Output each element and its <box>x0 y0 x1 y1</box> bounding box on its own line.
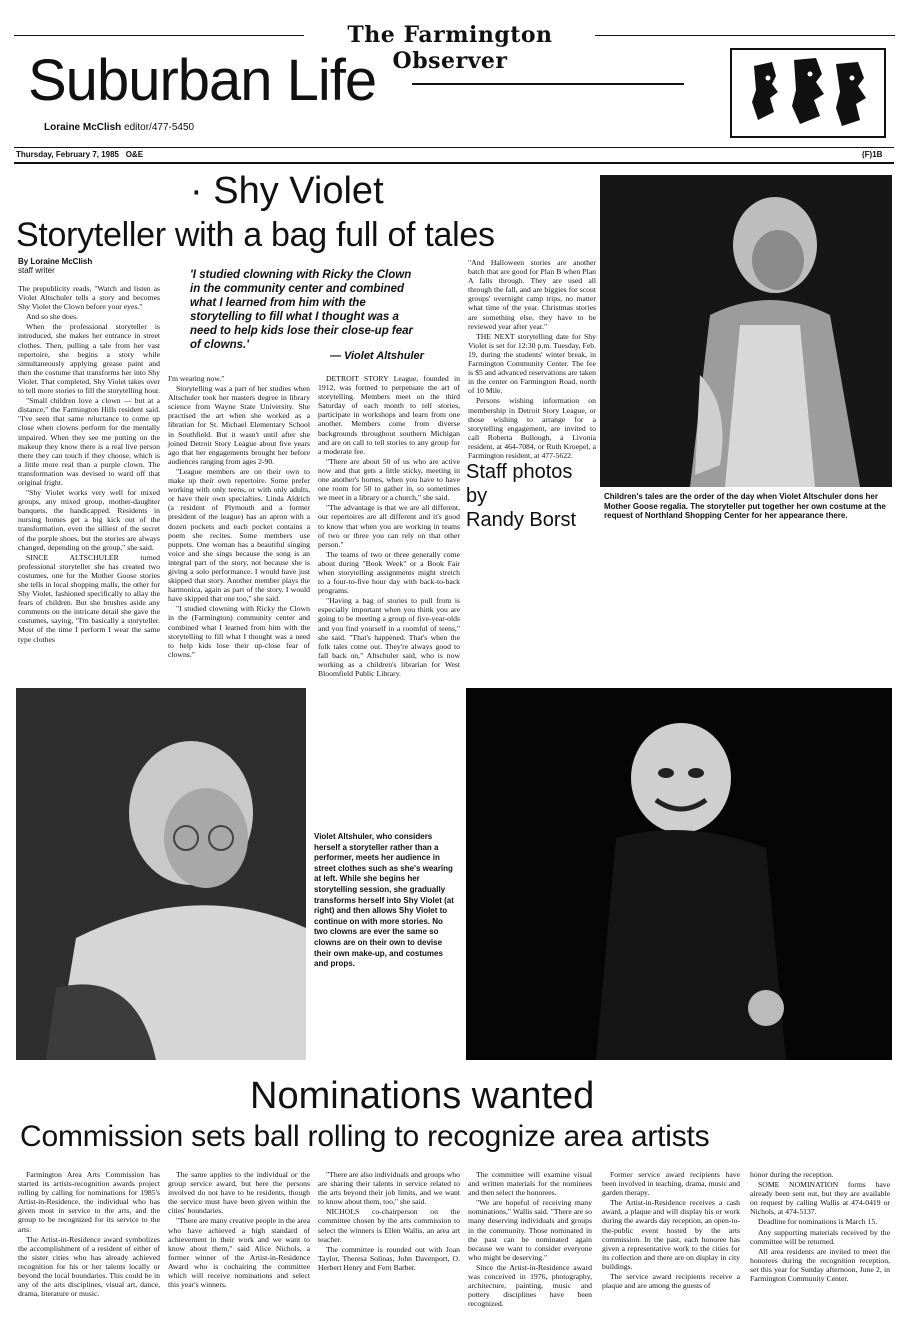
story-headline-text: Shy Violet <box>213 170 384 212</box>
nominations-column-3 <box>318 1170 460 1273</box>
caption-mother-goose: Children's tales are the order of the day when Violet Altschuler dons her Mother Goose regalia. The storyteller put together her own costume at the request of Northland Shopping Center for her appearance there. <box>604 492 886 521</box>
paragraph: The committee will examine visual and written materials for the nominees and then select the honorees. <box>468 1170 592 1198</box>
nominations-column-5 <box>602 1170 740 1291</box>
paragraph: All area residents are invited to meet the honorees during the recognition reception, set this year for Sunday afternoon, June 2, in Farmington Community Center. <box>750 1246 890 1284</box>
nominations-column-1 <box>18 1170 160 1299</box>
nominations-column-6 <box>750 1170 890 1284</box>
paragraph: Persons wishing information on membership in Detroit Story League, or those wishing to arrange for a storytelling engagement, are invited to call Roberta Bullough, a Livonia resident, at 464-7084, or Ruth Kroepel, a Farmington resident, at 477-5622. <box>468 396 596 460</box>
story-column-2 <box>168 374 310 660</box>
photo-shy-violet-clown <box>466 688 892 1060</box>
photo-violet-street-clothes <box>16 688 306 1060</box>
paragraph: SOME NOMINATION forms have already been sent out, but they are available on request by calling Wallis at 474-0419 or Nichols, at 474-5137. <box>750 1180 890 1217</box>
masthead-rule-left <box>14 35 304 36</box>
issue-date: Thursday, February 7, 1985 <box>16 150 120 159</box>
paragraph: honor during the reception. <box>750 1170 834 1179</box>
paragraph: The service award recipients receive a plaque and are among the guests of <box>602 1272 740 1291</box>
nominations-column-4 <box>468 1170 592 1309</box>
staff-credit-line1: Staff photos <box>466 461 573 483</box>
editor-info: editor/477-5450 <box>124 122 195 133</box>
pull-quote: 'I studied clowning with Ricky the Clown in the community center and combined what I learned from him with the storytelling to fill what I thought was a need to help kids lose their close-up fear of clowns.' <box>190 269 414 351</box>
nominations-subhead: Commission sets ball rolling to recognize area artists <box>20 1120 710 1153</box>
paragraph: Storytelling was a part of her studies when Altschuler took her masters degree in library science from Wayne State University. She practised the art when she worked as a librarian for St. Michael Elementary School in Southfield. But it wasn't until after she joined Detroit Story League about five years ago that her engagements brought her before audiences ranging from ages 2-90. <box>168 384 310 466</box>
paragraph: "Shy Violet works very well for mixed groups, any mixed group, mother-daughter banquets, the handicapped. Residents in nursing homes get a big kick out of the transformation, even the silliest of the secret of the purple shoes, but the stories are always changed, depending on the group," she said. <box>18 488 160 552</box>
caption-transformation: Violet Altshuler, who considers herself a storyteller rather than a performer, meets her audience in street clothes such as she's wearing at left. While she begins her storytelling session, she gradually transforms herself into Shy Violet (at right) and then allows Shy Violet to continue on with more stories. No two clowns are ever the same so clowns are on their own to devise their own make-up, and costumes and props. <box>314 832 454 969</box>
paragraph: DETROIT STORY League, founded in 1912, was formed to perpetuate the art of storytelling. Members meet on the third Saturday of each month to tell stories, participate in workshops and learn from one another. Members come from diverse backgrounds throughout southern Michigan and are on call to tell stories to any group for a moderate fee. <box>318 374 460 456</box>
paragraph: SINCE ALTSCHULER turned professional storyteller she has created two costumes, one for the Mother Goose stories she tells in local shopping malls, the other for Shy Violet, fashioned specifically to allay the fears of children. But she brushes aside any comments on the intricate detail she gave the costumes, saying, "I'm basically a storyteller. Most of the time I perform I wear the same type clothes <box>18 552 160 644</box>
dateline-rule-top <box>14 147 894 148</box>
section-title-rule <box>412 83 684 85</box>
pull-quote-attribution: — Violet Altshuler <box>330 350 424 362</box>
story-column-4 <box>468 258 596 461</box>
paragraph: And so she does. <box>26 312 79 322</box>
paragraph: THE NEXT storytelling date for Shy Violet is set for 12:30 p.m. Tuesday, Feb. 19, during the students' winter break, in Farmington Community Center. The fee is $5 and advanced reservations are taken in the center on Farmington Road, north of 10 Mile. <box>468 331 596 396</box>
paragraph: The same applies to the individual or the group service award, but here the persons involved do not have to be residents, though the service must have been given within the cities' boundaries. <box>168 1170 310 1216</box>
paragraph: Since the Artist-in-Residence award was conceived in 1976, photography, architecture, painting, music and pottery disciplines have been recognized. <box>468 1262 592 1309</box>
story-column-1 <box>18 284 160 645</box>
editor-line <box>44 122 194 133</box>
edition-code: O&E <box>125 150 144 159</box>
mother-goose-photo-icon <box>600 175 892 487</box>
paragraph: The committee is rounded out with Joan Taylor, Theresa Solinas, John Davenport, O. Herbert Henry and Fern Barber. <box>318 1244 460 1272</box>
paragraph: Any supporting materials received by the committee will be returned. <box>750 1227 890 1246</box>
paragraph: Farmington Area Arts Commission has started its artists-recognition awards project rolling by calling for nominations for 1985's Artist-in-Residence, the individual who has given most in service to the arts, and the group to be recognized for its service to the arts. <box>18 1170 160 1234</box>
paragraph: I'm wearing now." <box>168 374 225 383</box>
photo-mother-goose <box>600 175 892 487</box>
paragraph: "There are many creative people in the area who have achieved a high standard of achievement in their work and we want to know about them," said Alice Nichols, a former winner of the Artist-in-Residence Award who is cochairing the committee which will receive nominations and select this year's winners. <box>168 1216 310 1290</box>
story-subhead: Storyteller with a bag full of tales <box>16 216 495 254</box>
paragraph: The prepublicity reads, "Watch and listen as Violet Altschuler tells a story and becomes Shy Violet the Clown before your eyes." <box>18 284 160 312</box>
staff-credit-line2: by <box>466 485 488 507</box>
nominations-column-2 <box>168 1170 310 1290</box>
paragraph: Deadline for nominations is March 15. <box>758 1217 878 1227</box>
section-title: Suburban Life <box>28 48 377 113</box>
paragraph: "We are hopeful of receiving many nominations," Wallis said. "There are so many deserving individuals and groups in the community. Those nominated in the past can be nominated again because we want to consider everyone who might be deserving." <box>468 1198 592 1262</box>
paragraph: When the professional storyteller is introduced, she makes her entrance in street clothes. Then, pulling a tale from her vast repertoire, she begins a story while simultaneously applying grease paint and then the costume that transforms her into Shy Violet. That completed, Shy Violet takes over to tell more stories to fill the storytelling hour. <box>18 322 160 396</box>
dateline <box>16 150 143 159</box>
staff-credit <box>466 460 576 532</box>
staff-credit-line3: Randy Borst <box>466 509 577 531</box>
nominations-headline: Nominations wanted <box>250 1075 595 1117</box>
paragraph: "I studied clowning with Ricky the Clown in the (Farmington) community center and combined what I learned from him with the storytelling to fill what I thought was a need to help kids lose their up-close fear of clowns." <box>168 604 310 659</box>
paragraph: "There are also individuals and groups who are sharing their talents in service related to the arts beyond their job limits, and we want to know about them, too," she said. <box>318 1170 460 1207</box>
paragraph: "The advantage is that we are all different, our repertoires are all different and it's good to know that when you are working in teams of two or three you can rely on that other person." <box>318 503 460 549</box>
paragraph: The Artist-in-Residence receives a cash award, a plaque and will display his or work during the awards day reception, an open-to-the-public event hosted by the arts commission. In the past, each honoree has given a representative work to the cities for its collection and there are on display in city buildings. <box>602 1198 740 1271</box>
paragraph: Former service award recipients have been involved in teaching, drama, music and garden therapy. <box>602 1170 740 1198</box>
byline-name: By Loraine McClish <box>18 257 93 266</box>
story-headline: · Shy Violet <box>190 170 384 212</box>
story-column-3 <box>318 374 460 679</box>
violet-portrait-photo-icon <box>16 688 306 1060</box>
paragraph: The Artist-in-Residence award symbolizes the accomplishment of a resident of either of the sister cities who has already achieved recognition for his or her talents locally or beyond the local boundaries. This could be in any of the arts disciplines, visual art, dance, drama, literature or music. <box>18 1234 160 1299</box>
paper-name: The Farmington Observer <box>347 22 553 74</box>
faces-logo-icon <box>732 50 884 136</box>
paragraph: NICHOLS co-chairperson on the committee chosen by the arts commission to select the winners is Ellen Wallis, an area art teacher. <box>318 1207 460 1244</box>
clown-photo-icon <box>466 688 892 1060</box>
paragraph: The teams of two or three generally come about during "Book Week" or a Book Fair when storytelling assignments might stretch to a four-to-five hour day with back-to-back programs. <box>318 549 460 596</box>
byline-role: staff writer <box>18 265 55 275</box>
paragraph: "Having a bag of stories to pull from is especially important when you think you are going to be meeting a group of five-year-olds and you find yourself in a roomful of teens," she said. "That's happened. That's when the folk tales come out. They're always good to fall back on," Altschuler said, who is now working as a children's librarian for West Bloomfield Public Library. <box>318 596 460 678</box>
page-number: (F)1B <box>862 150 883 159</box>
paragraph: "There are about 50 of us who are active now and that gets a little sticky, meeting in one another's homes, when you have to have one room for 50 to gather in, so sometimes we meet in a library or a church," she said. <box>318 456 460 503</box>
dateline-rule-bottom <box>14 162 894 164</box>
section-logo <box>730 48 886 138</box>
byline <box>18 258 92 276</box>
masthead-rule-right <box>595 35 895 36</box>
paragraph: "Small children love a clown — but at a distance," the Farmington Hills resident said. "I've seen that same reluctance to come up close when clowns perform for the mentally impaired. When they see me putting on the makeup they know there is a real live person there they can touch if they choose, which is a little more real than a purple clown. The transformation was devised to ward off that original fright. <box>18 396 160 487</box>
paragraph: "League members are on their own to make up their own repertoire. Some prefer working with only teens, or with only adults, or have their own specialties. Linda Aldrich (a resident of Plymouth and a former president of the league) has an apron with a dozen pockets and each pocket contains a poem she recites. Some members use puppets. One woman has a beautiful singing voice and she sings because the song is an integral part of the story, not because she is giving a solo performance. I would have just skipped that story. Another member plays the harmonica, again as part of the story. I would have skipped that one too," she said. <box>168 466 310 604</box>
editor-name: Loraine McClish <box>44 122 122 133</box>
paragraph: "And Halloween stories are another batch that are good for Plan B when Plan A falls through. They are used all through the fall, and are biggies for scout groups' overnight camp trips, no matter what time of the year. Christmas stories are something else, they have to be reviewed year after year." <box>468 258 596 331</box>
